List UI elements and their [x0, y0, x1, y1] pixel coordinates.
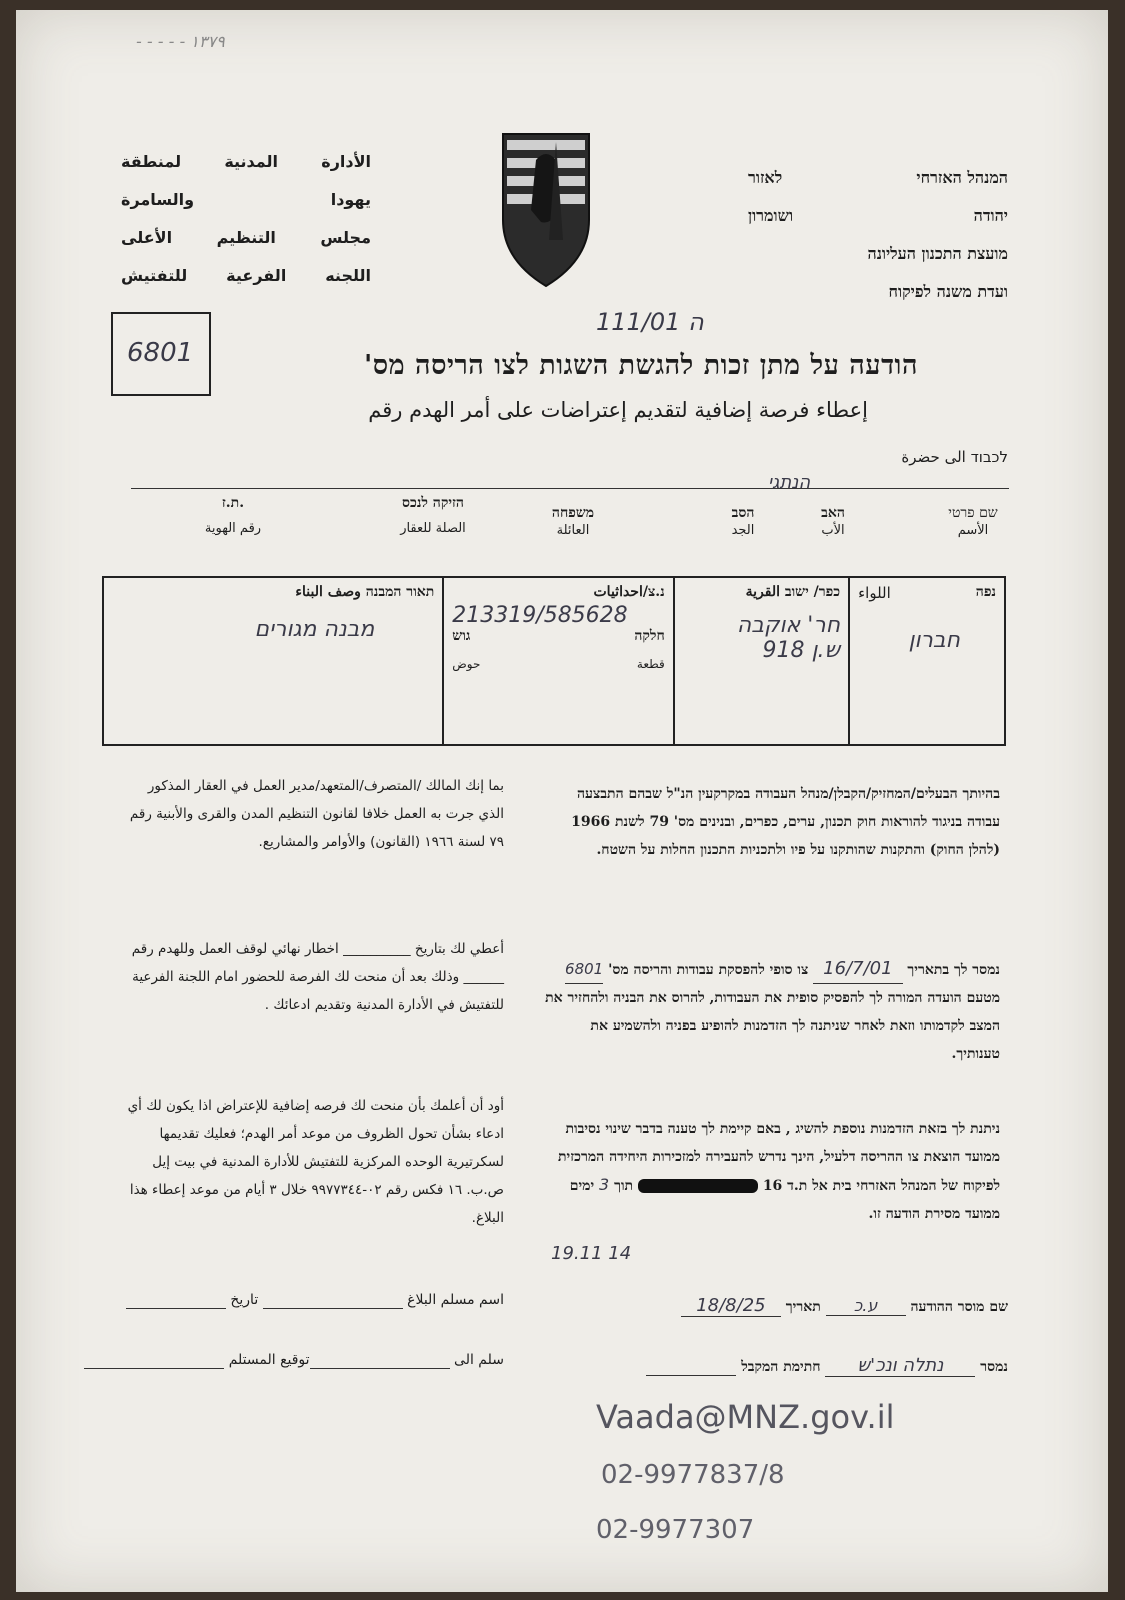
body-hebrew-para1: בהיותך הבעלים/המחזיק/הקבלן/מנהל העבודה במקרקעין הנ"ל שבהם התבצעה עבודה בניגוד להוראות חוק תכנון, ערים, כפרים, ובנינים מס' 79 לשנת 1966 (להלן החוק) והתקנות שהותקנו על פיו ולתכניות התכנון החלות על השטח.	[571, 786, 1000, 858]
title-arabic: إعطاء فرصة إضافية لتقديم إعتراضات على أمر الهدم رقم	[368, 398, 868, 422]
header-ar-3c: الأعلى	[121, 228, 173, 247]
header-ar-1c: لمنطقة	[121, 152, 182, 171]
title-hebrew: הודעה על מתן זכות להגשת השגות לצו הריסה מס'	[364, 350, 918, 381]
handwritten-phone-1: 02-9977837/8	[601, 1460, 785, 1490]
header-ar-4c: للتفتيش	[121, 266, 188, 285]
header-he-line2a: יהודה	[973, 206, 1008, 225]
addressee-scribble: הנתגי	[768, 472, 811, 493]
field-property-relation: הזיקה לנכס الصلة للعقار	[400, 495, 466, 536]
redaction-bar	[638, 1179, 758, 1193]
header-ar-3b: التنظيم	[216, 228, 276, 247]
document-page	[16, 10, 1108, 1592]
hebrew-header	[748, 168, 1008, 320]
field-id-number: ת.ז. رقم الهوية	[204, 495, 262, 536]
body-hebrew-para2: נמסר לך בתאריך 16/7/01 צו סופי להפסקת עבודות והריסה מס' 6801 מטעם הועדה המורה לך להפסיק סופית את העבודות, להרוס את הבניה ולהחזיר את המצב לקדמותו וזאת לאחר שניתנה לך הזדמנות להופיע בפניה ולהשמיע את טענותיך.	[540, 955, 1000, 1068]
handwritten-date-note: 19.11 14	[551, 1243, 632, 1264]
file-reference: 111/01 ה	[596, 308, 704, 336]
field-father: האב الأب	[821, 505, 845, 538]
body-hebrew-para3: ניתנת לך בזאת הזדמנות נוספת להשיג , באם קיימת לך טענה בדבר שינוי נסיבות ממועד הוצאת צו ההריסה דלעיל, הינך נדרש להעבירה למזכירות היחידה המרכזית לפיקוח של המנהל האזרחי בית אל ת.ד 16 תוך 3 ימים ממועד מסירת הודעה זו.	[558, 1121, 1000, 1222]
field-grandfather: הסב الجد	[731, 505, 755, 538]
header-he-line4: ועדת משנה לפיקוח	[888, 282, 1008, 301]
addressee-label: לכבוד الى حضرة	[901, 448, 1008, 466]
delivery-info-hebrew: שם מוסר ההודעה ע.כ תאריך 18/8/25	[548, 1295, 1008, 1317]
handwritten-email: Vaada@MNZ.gov.il	[596, 1398, 895, 1436]
cell-district: נפה اللواء חברון	[849, 577, 1005, 745]
corner-scribble: - - - - - ١٣٧٩	[136, 32, 225, 51]
cell-coordinates: נ.צ/احداثيات 213319/585628 חלקה גוש قطعة حوض	[443, 577, 673, 745]
cell-building-description: תאור המבנה وصف البناء מבנה מגורים	[103, 577, 443, 745]
field-first-name: שם פרטי الأسم	[948, 505, 998, 538]
body-arabic-para3: أود أن أعلمك بأن منحت لك فرصه إضافية للإعتراض اذا يكون لك أي ادعاء بشأن تحول الظروف من موعد أمر الهدم؛ فعليك تقديمها لسكرتيرية الوحده المركزية للتفتيش للأدارة المدنية في بيت إيل ص.ب. ١٦ فكس رقم ٠٢-٩٩٧٧٣٤٤ خلال ٣ أيام من موعد إعطاء هذا البلاغ.	[127, 1098, 504, 1226]
header-ar-2a: يهودا	[330, 190, 371, 209]
personal-fields-line	[131, 488, 1009, 489]
header-ar-1b: المدنية	[224, 152, 279, 171]
order-number-box	[111, 312, 211, 396]
recipient-info-arabic: سلم الى توقيع المستلم	[44, 1352, 504, 1369]
handwritten-phone-2: 02-9977307	[596, 1515, 755, 1545]
field-family: משפחה العائلة	[551, 505, 595, 538]
header-he-line1a: המנהל האזרחי	[916, 168, 1008, 187]
delivery-info-arabic: اسم مسلم البلاغ تاريخ	[71, 1292, 504, 1309]
emblem-icon	[501, 130, 591, 290]
header-ar-3a: مجلس	[320, 228, 371, 247]
order-number-value: 6801	[127, 338, 194, 368]
body-arabic-para2: أعطي لك بتاريخ __________ اخطار نهائي لوقف العمل وللهدم رقم ______ وذلك بعد أن منحت لك الفرصة للحضور امام اللجنة الفرعية للتفتيش في الأدارة المدنية وتقديم ادعائك .	[131, 941, 504, 1013]
header-ar-4b: الفرعية	[226, 266, 287, 285]
header-ar-2b: والسامرة	[121, 190, 195, 209]
arabic-header	[121, 152, 371, 304]
location-table	[102, 576, 1006, 746]
header-he-line2b: ושומרון	[748, 206, 794, 225]
header-ar-1a: الأدارة	[321, 152, 371, 171]
cell-village: כפר/ ישוב القرية חר' אוקבה ש.ן 918	[674, 577, 849, 745]
header-he-line1b: לאזור	[748, 168, 783, 187]
recipient-info-hebrew: נמסר נתלה ונכ'ש חתימת המקבל	[548, 1355, 1008, 1377]
body-arabic-para1: بما إنك المالك /المتصرف/المتعهد/مدير العمل في العقار المذكور الذي جرت به العمل خلافا لقانون التنظيم المدن والقرى والأبنية رقم ٧٩ لسنة ١٩٦٦ (القانون) والأوامر والمشاريع.	[129, 778, 504, 850]
header-ar-4a: اللجنه	[325, 266, 371, 285]
header-he-line3: מועצת התכנון העליונה	[867, 244, 1008, 263]
